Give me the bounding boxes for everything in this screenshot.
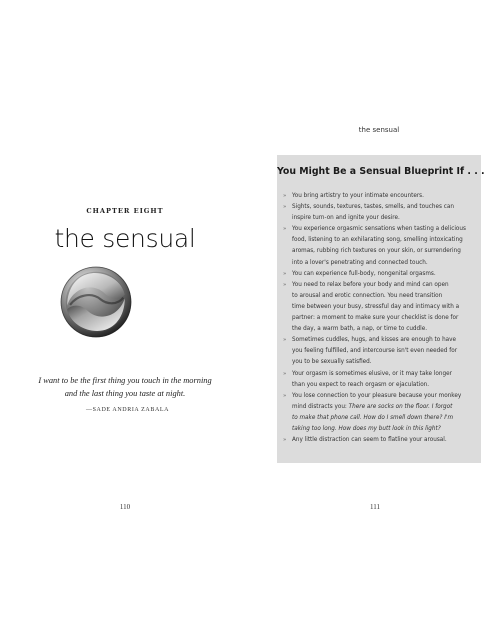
page-number-left: 110 [119,503,131,511]
list-item-line: You need to relax before your body and mind can open [292,281,449,288]
epigraph-line: I want to be the first thing you touch in the morning [38,376,212,385]
list-item-line: aromas, rubbing rich textures on your skin, or surrendering [292,248,461,255]
bullet-icon: » [283,270,287,277]
list-item-line: inspire turn-on and ignite your desire. [292,215,400,222]
bullet-icon: » [283,226,287,233]
list-item-line: the day, a warm bath, a nap, or time to cuddle. [292,326,428,333]
sidebar-box [277,155,485,463]
list-item [283,202,477,224]
list-item [283,224,477,268]
list-item-line: Any little distraction can seem to flatline your arousal. [292,437,447,444]
yin-yang-swirl-emblem-icon [60,266,132,338]
bullet-icon: » [283,204,287,211]
list-item-line: You bring artistry to your intimate encounters. [292,193,424,199]
list-item-line: Sights, sounds, textures, tastes, smells, and touches can [292,204,454,211]
list-item-line: Your orgasm is sometimes elusive, or it may take longer [292,370,452,377]
sidebar-heading: You Might Be a Sensual Blueprint If . . . [277,166,485,177]
chapter-title: the sensual [54,224,196,253]
list-item [283,191,477,202]
list-item [283,335,477,368]
epigraph-line: and the last thing you taste at night. [64,389,186,398]
list-item-line: You can experience full-body, nongenital orgasms. [292,270,436,277]
list-item-line: Sometimes cuddles, hugs, and kisses are enough to have [292,337,457,344]
bullet-icon: » [283,281,287,288]
list-item-line: mind distracts you: There are socks on the floor. I forgot [292,403,453,410]
list-item [283,369,477,391]
bullet-icon: » [283,370,287,377]
bullet-icon: » [283,392,287,399]
list-item-line: to make that phone call. How do I smell down there? I'm [292,414,453,421]
blueprint-list [283,191,477,446]
list-item-line: time between your busy, stressful day and intimacy with a [292,303,460,310]
list-item [283,435,477,446]
epigraph-attribution: —SADE ANDRIA ZABALA [86,407,170,413]
list-item-line: You experience orgasmic sensations when tasting a delicious [292,226,466,233]
list-item-line: than you expect to reach orgasm or ejaculation. [292,381,430,388]
bullet-icon: » [283,337,287,344]
list-item [283,269,477,280]
list-item-line: You lose connection to your pleasure because your monkey [292,392,462,399]
page-number-right: 111 [370,503,380,511]
list-item-line: you feeling fulfilled, and intercourse isn't even needed for [292,348,458,355]
list-item [283,280,477,335]
epigraph [0,374,250,400]
list-item-line: into a lover's penetrating and connected touch. [292,259,428,266]
right-page [250,0,500,618]
bullet-icon: » [283,437,287,444]
bullet-icon: » [283,193,287,199]
list-item-line: taking too long. How does my butt look in this light? [292,425,441,432]
list-item [283,391,477,435]
list-item-line: to arousal and erotic connection. You need transition [292,292,443,299]
list-item-line: you to be sexually satisfied. [292,359,372,366]
list-item-line: food, listening to an exhilarating song, smelling intoxicating [292,237,463,244]
running-head: the sensual [358,126,400,134]
chapter-label: CHAPTER EIGHT [86,207,164,215]
list-item-line: partner: a moment to make sure your checklist is done for [292,315,459,322]
